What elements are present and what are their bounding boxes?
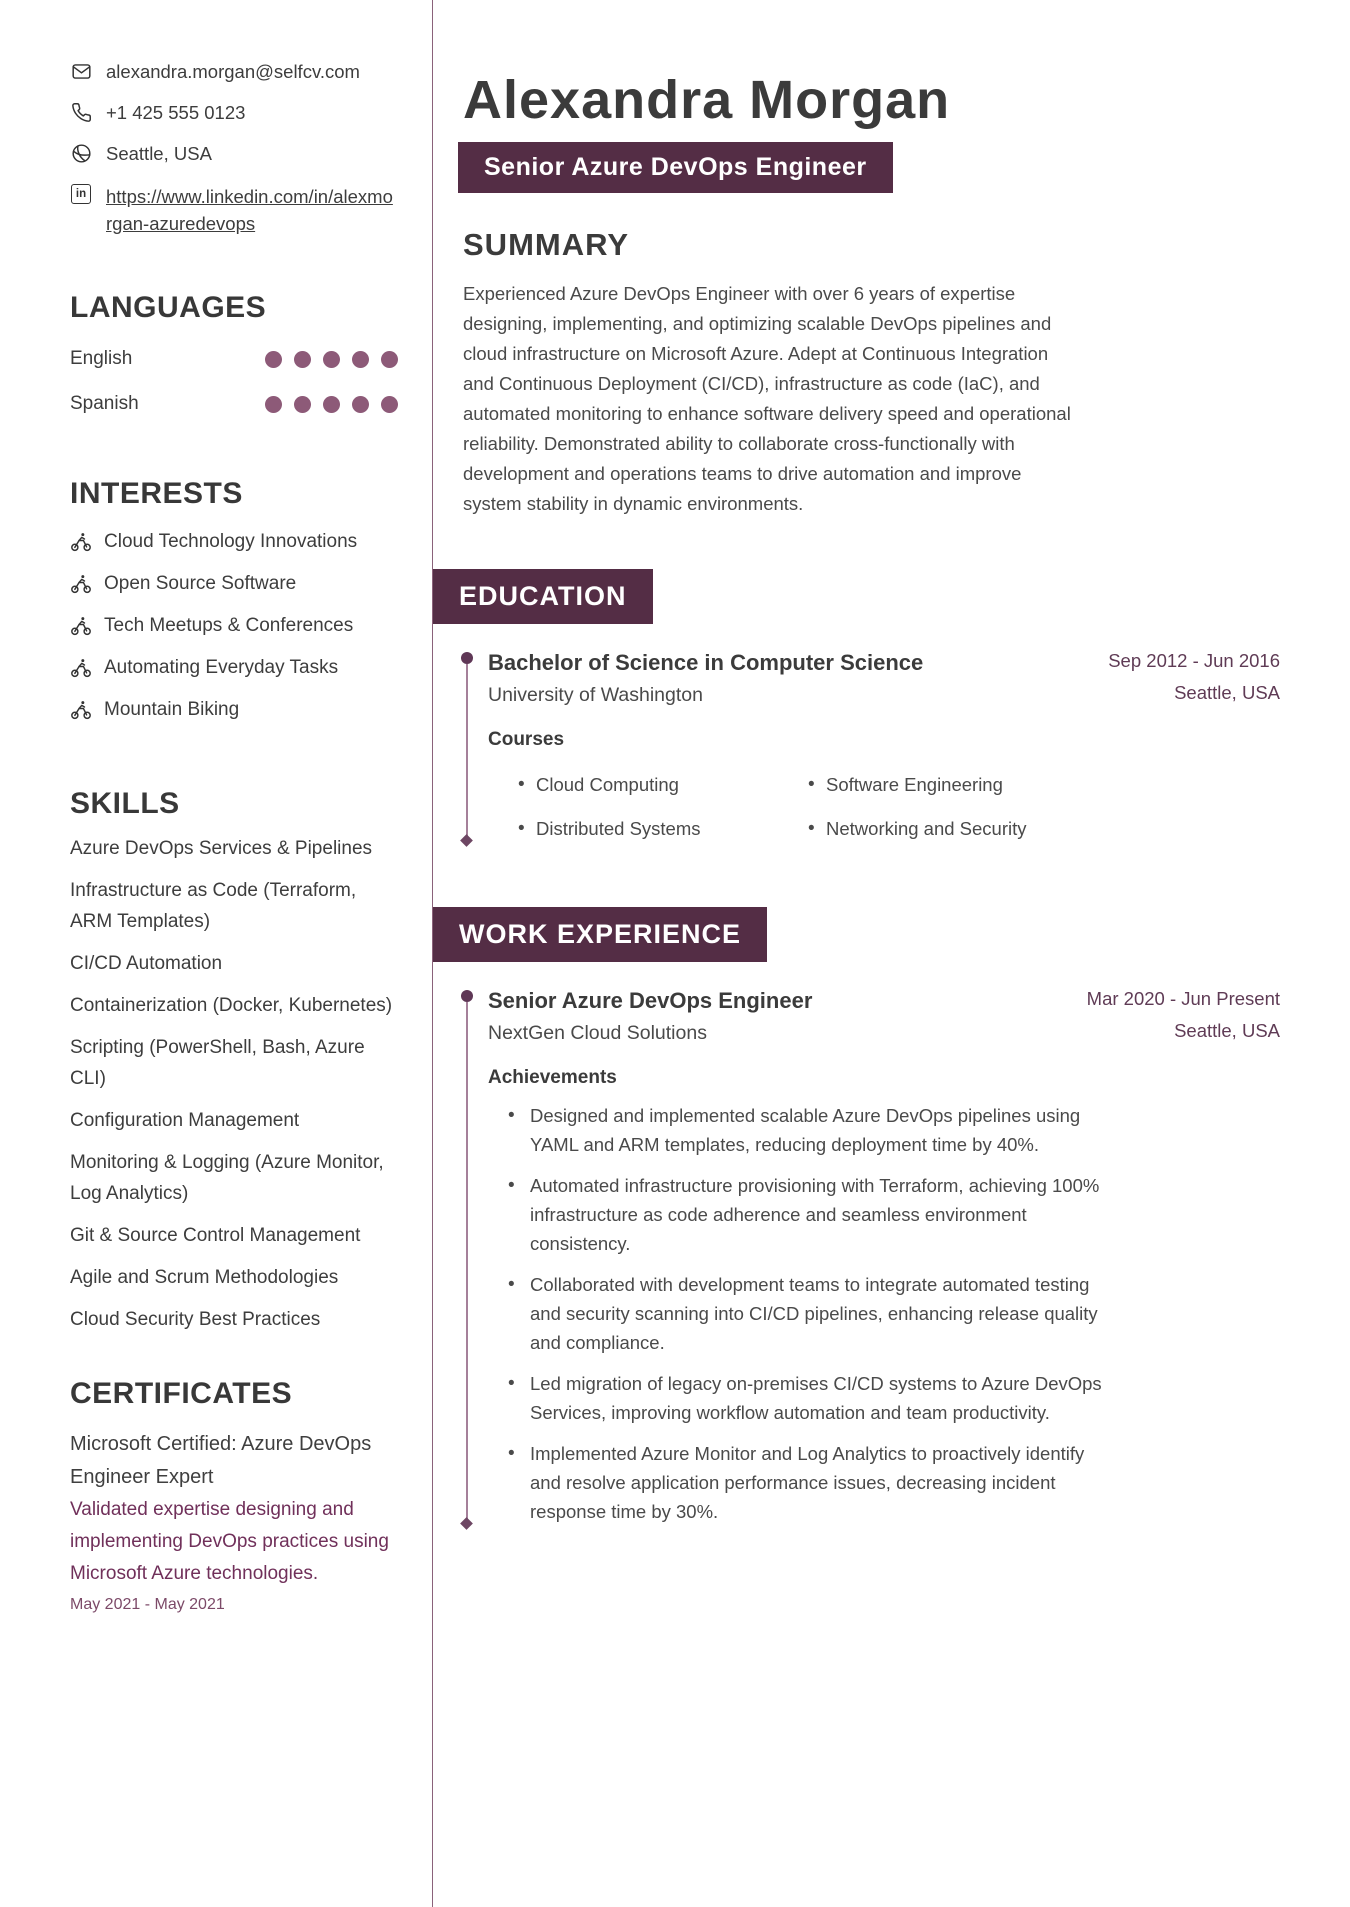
achievement-item: • Designed and implemented scalable Azure DevOps pipelines using YAML and ARM templates, reducing deployment time by 40%. xyxy=(504,1101,1109,1159)
cyclist-icon xyxy=(70,573,92,595)
company-name: NextGen Cloud Solutions xyxy=(488,1022,707,1044)
interest-label: Automating Everyday Tasks xyxy=(104,657,339,678)
skill-item: Scripting (PowerShell, Bash, Azure CLI) xyxy=(70,1037,365,1089)
skill-item: Git & Source Control Management xyxy=(70,1225,361,1246)
skills-heading: SKILLS xyxy=(70,787,180,820)
courses-list xyxy=(514,755,1134,843)
skill-item: Agile and Scrum Methodologies xyxy=(70,1267,339,1288)
timeline-dot xyxy=(461,652,473,664)
timeline-dot xyxy=(461,990,473,1002)
course-item: • Networking and Security xyxy=(804,815,1134,843)
person-name: Alexandra Morgan xyxy=(463,70,951,130)
main-column xyxy=(432,0,1350,1907)
languages-list xyxy=(70,348,398,415)
certificates-heading: CERTIFICATES xyxy=(70,1377,293,1410)
achievement-item: • Led migration of legacy on-premises CI/CD systems to Azure DevOps Services, improving workflow automation and team productivity. xyxy=(504,1369,1109,1427)
certificates-section xyxy=(70,1377,398,1614)
interests-section xyxy=(70,477,398,721)
contact-location: Seattle, USA xyxy=(106,143,212,164)
contact-email-row xyxy=(70,60,398,84)
skill-item: Cloud Security Best Practices xyxy=(70,1309,321,1330)
skill-item: Monitoring & Logging (Azure Monitor, Log Analytics) xyxy=(70,1152,384,1204)
summary-heading: SUMMARY xyxy=(463,227,630,262)
skill-item: Azure DevOps Services & Pipelines xyxy=(70,838,373,859)
work-dates: Mar 2020 - Jun Present xyxy=(1086,988,1280,1009)
degree-title: Bachelor of Science in Computer Science xyxy=(488,650,924,675)
interest-item xyxy=(70,699,398,721)
work-location: Seattle, USA xyxy=(1174,1020,1280,1041)
certificate-item xyxy=(70,1428,398,1614)
language-name: Spanish xyxy=(70,393,139,414)
interest-item xyxy=(70,573,398,595)
job-title: Senior Azure DevOps Engineer xyxy=(488,988,813,1013)
interest-item xyxy=(70,531,398,553)
skills-list xyxy=(70,833,398,1335)
summary-text: Experienced Azure DevOps Engineer with over 6 years of expertise designing, implementing, and optimizing scalable DevOps pipelines and cloud infrastructure on Microsoft Azure. Adept at Continuous Integration and Continuous Deployment (CI/CD), infrastructure as code (IaC), and automated monitoring to enhance software delivery speed and operational reliability. Demonstrated ability to collaborate cross-functionally with development and operations teams to drive automation and improve system stability in dynamic environments. xyxy=(463,283,1071,514)
certificate-title: Microsoft Certified: Azure DevOps Engineer Expert xyxy=(70,1433,372,1488)
education-meta xyxy=(1088,650,1280,704)
certificate-date: May 2021 - May 2021 xyxy=(70,1596,225,1613)
school-name: University of Washington xyxy=(488,684,703,706)
skill-item: Containerization (Docker, Kubernetes) xyxy=(70,995,393,1016)
education-location: Seattle, USA xyxy=(1174,682,1280,703)
interest-label: Mountain Biking xyxy=(104,699,240,720)
interest-label: Tech Meetups & Conferences xyxy=(104,615,354,636)
interest-label: Open Source Software xyxy=(104,573,297,594)
certificate-description: Validated expertise designing and implementing DevOps practices using Microsoft Azure technologies. xyxy=(70,1499,389,1584)
phone-icon xyxy=(70,101,92,123)
skill-item: Configuration Management xyxy=(70,1110,300,1131)
course-item: • Software Engineering xyxy=(804,771,1134,799)
certificates-list xyxy=(70,1428,398,1614)
contact-section xyxy=(70,60,398,237)
language-row xyxy=(70,393,398,415)
language-name: English xyxy=(70,348,133,369)
education-heading-badge: EDUCATION xyxy=(433,569,653,624)
skill-item: CI/CD Automation xyxy=(70,953,223,974)
contact-email: alexandra.morgan@selfcv.com xyxy=(106,61,360,82)
cyclist-icon xyxy=(70,615,92,637)
language-row xyxy=(70,348,398,370)
education-entry-header xyxy=(488,650,1280,707)
envelope-icon xyxy=(70,60,92,82)
cyclist-icon xyxy=(70,531,92,553)
interest-label: Cloud Technology Innovations xyxy=(104,531,358,552)
work-meta xyxy=(1067,988,1280,1042)
achievement-item: • Collaborated with development teams to integrate automated testing and security scanning into CI/CD pipelines, enhancing release quality and compliance. xyxy=(504,1270,1109,1357)
contact-phone: +1 425 555 0123 xyxy=(106,102,246,123)
achievement-item: • Automated infrastructure provisioning with Terraform, achieving 100% infrastructure as code adherence and seamless environment consistency. xyxy=(504,1171,1109,1258)
languages-heading: LANGUAGES xyxy=(70,291,267,324)
sidebar xyxy=(0,0,432,1907)
contact-location-row xyxy=(70,142,398,166)
language-level-dots xyxy=(265,351,398,368)
course-item: • Cloud Computing xyxy=(514,771,804,799)
interests-list xyxy=(70,531,398,721)
education-dates: Sep 2012 - Jun 2016 xyxy=(1108,650,1280,671)
skill-item: Infrastructure as Code (Terraform, ARM Templates) xyxy=(70,880,357,932)
contact-linkedin-row xyxy=(70,183,398,237)
interest-item xyxy=(70,657,398,679)
courses-label: Courses xyxy=(488,729,565,750)
cyclist-icon xyxy=(70,699,92,721)
achievements-list xyxy=(504,1101,1109,1526)
interests-heading: INTERESTS xyxy=(70,477,243,510)
linkedin-link[interactable]: https://www.linkedin.com/in/alexmorgan-azuredevops xyxy=(106,186,393,234)
interest-item xyxy=(70,615,398,637)
cyclist-icon xyxy=(70,657,92,679)
work-heading-badge: WORK EXPERIENCE xyxy=(433,907,767,962)
globe-icon xyxy=(70,142,92,164)
linkedin-icon: in xyxy=(70,183,92,205)
achievements-label: Achievements xyxy=(488,1067,617,1088)
achievement-item: • Implemented Azure Monitor and Log Analytics to proactively identify and resolve application performance issues, decreasing incident response time by 30%. xyxy=(504,1439,1109,1526)
language-level-dots xyxy=(265,396,398,413)
education-entry xyxy=(467,650,1280,843)
work-entry xyxy=(467,988,1280,1526)
work-entry-header xyxy=(488,988,1280,1045)
skills-section xyxy=(70,787,398,1335)
job-title-badge: Senior Azure DevOps Engineer xyxy=(458,142,893,193)
contact-phone-row xyxy=(70,101,398,125)
course-item: • Distributed Systems xyxy=(514,815,804,843)
languages-section xyxy=(70,291,398,415)
